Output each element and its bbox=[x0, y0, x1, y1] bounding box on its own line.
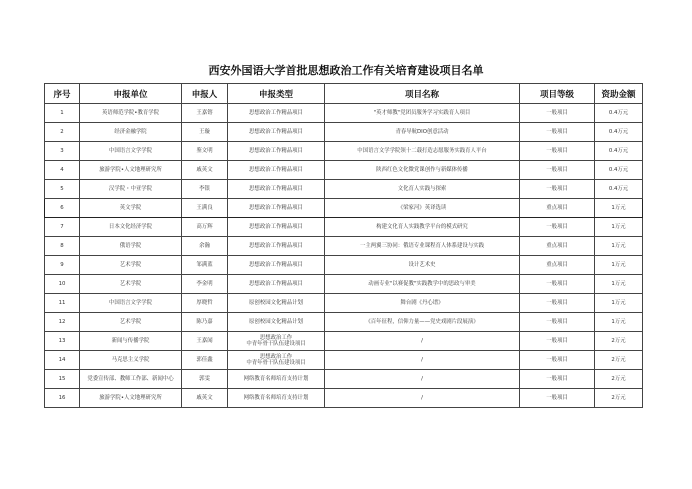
table-row bbox=[45, 161, 643, 180]
cell-no: 12 bbox=[45, 313, 80, 332]
cell-no: 9 bbox=[45, 256, 80, 275]
cell-person: 戚英文 bbox=[182, 389, 228, 408]
header-row bbox=[45, 84, 643, 104]
cell-no: 11 bbox=[45, 294, 80, 313]
cell-name: 陕西红色文化微党课创作与新媒体传播 bbox=[325, 161, 520, 180]
cell-unit: 艺术学院 bbox=[80, 275, 182, 294]
cell-type-line: 思想政治工作精品项目 bbox=[249, 185, 303, 192]
cell-no: 1 bbox=[45, 104, 80, 123]
cell-unit: 英文学院 bbox=[80, 199, 182, 218]
cell-level: 一般项目 bbox=[520, 161, 595, 180]
cell-level: 一般项目 bbox=[520, 294, 595, 313]
header-type: 申报类型 bbox=[228, 84, 325, 104]
cell-type bbox=[228, 256, 325, 275]
cell-unit: 艺术学院 bbox=[80, 256, 182, 275]
cell-unit: 英语师范学院•教育学院 bbox=[80, 104, 182, 123]
cell-name: 构建文化育人实践教学平台的模式研究 bbox=[325, 218, 520, 237]
cell-type-line: 原创校园文化精品计划 bbox=[249, 318, 303, 325]
cell-person: 陈乃嘉 bbox=[182, 313, 228, 332]
cell-no: 3 bbox=[45, 142, 80, 161]
cell-type-line: 思想政治工作精品项目 bbox=[249, 261, 303, 268]
cell-no: 10 bbox=[45, 275, 80, 294]
table-row bbox=[45, 104, 643, 123]
table-row bbox=[45, 218, 643, 237]
cell-name: / bbox=[325, 370, 520, 389]
table-row bbox=[45, 332, 643, 351]
table-row bbox=[45, 237, 643, 256]
cell-no: 7 bbox=[45, 218, 80, 237]
cell-name: 《百年征程，信仰力量——党史戏剧片段展演》 bbox=[325, 313, 520, 332]
cell-type-line: 思想政治工作精品项目 bbox=[249, 280, 303, 287]
cell-type-line: 思想政治工作 bbox=[259, 334, 293, 341]
cell-unit: 旅游学院•人文地理研究所 bbox=[80, 161, 182, 180]
cell-type-line: 思想政治工作精品项目 bbox=[249, 204, 303, 211]
cell-no: 16 bbox=[45, 389, 80, 408]
cell-amount: 1万元 bbox=[595, 237, 643, 256]
cell-level: 重点项目 bbox=[520, 199, 595, 218]
cell-name: / bbox=[325, 332, 520, 351]
cell-name: / bbox=[325, 389, 520, 408]
cell-level: 一般项目 bbox=[520, 351, 595, 370]
cell-name: 《梁家河》英译选读 bbox=[325, 199, 520, 218]
table-row bbox=[45, 123, 643, 142]
cell-no: 15 bbox=[45, 370, 80, 389]
cell-person: 郭佳鑫 bbox=[182, 351, 228, 370]
document-title: 西安外国语大学首批思想政治工作有关培育建设项目名单 bbox=[208, 64, 484, 77]
cell-person: 戚英文 bbox=[182, 161, 228, 180]
cell-type-line: 中青年骨干队伍建设项目 bbox=[246, 341, 306, 347]
cell-level: 重点项目 bbox=[520, 256, 595, 275]
table-row bbox=[45, 180, 643, 199]
table-row bbox=[45, 275, 643, 294]
cell-amount: 0.4万元 bbox=[595, 180, 643, 199]
table-row bbox=[45, 199, 643, 218]
header-level: 项目等级 bbox=[520, 84, 595, 104]
table-body bbox=[45, 104, 643, 408]
cell-person: 王满良 bbox=[182, 199, 228, 218]
cell-unit: 俄语学院 bbox=[80, 237, 182, 256]
cell-level: 一般项目 bbox=[520, 275, 595, 294]
table-row bbox=[45, 256, 643, 275]
cell-level: 一般项目 bbox=[520, 123, 595, 142]
cell-person: 厚晓哲 bbox=[182, 294, 228, 313]
header-no: 序号 bbox=[45, 84, 80, 104]
cell-type bbox=[228, 161, 325, 180]
header-person: 申报人 bbox=[182, 84, 228, 104]
cell-person: 王嘉闻 bbox=[182, 332, 228, 351]
cell-amount: 0.4万元 bbox=[595, 161, 643, 180]
table-row bbox=[45, 370, 643, 389]
cell-unit: 汉学院・中亚学院 bbox=[80, 180, 182, 199]
cell-amount: 1万元 bbox=[595, 313, 643, 332]
cell-type bbox=[228, 370, 325, 389]
cell-type-line: 思想政治工作 bbox=[259, 353, 293, 360]
cell-person: 鉴文明 bbox=[182, 142, 228, 161]
cell-type-line: 思想政治工作精品项目 bbox=[249, 166, 303, 173]
cell-unit: 旅游学院•人文地理研究所 bbox=[80, 389, 182, 408]
cell-person: 高万辉 bbox=[182, 218, 228, 237]
table-row bbox=[45, 294, 643, 313]
cell-person: 李银 bbox=[182, 180, 228, 199]
cell-type-line: 思想政治工作精品项目 bbox=[249, 242, 303, 249]
cell-type-line: 思想政治工作精品项目 bbox=[249, 128, 303, 135]
cell-unit: 日本文化经济学院 bbox=[80, 218, 182, 237]
table-row bbox=[45, 351, 643, 370]
table-row bbox=[45, 142, 643, 161]
cell-amount: 0.4万元 bbox=[595, 142, 643, 161]
cell-unit: 马克思主义学院 bbox=[80, 351, 182, 370]
cell-type bbox=[228, 313, 325, 332]
cell-amount: 0.4万元 bbox=[595, 123, 643, 142]
cell-amount: 2万元 bbox=[595, 370, 643, 389]
cell-type bbox=[228, 332, 325, 351]
cell-person: 王嘉镕 bbox=[182, 104, 228, 123]
cell-unit: 中国语言文学学院 bbox=[80, 294, 182, 313]
cell-level: 一般项目 bbox=[520, 180, 595, 199]
cell-name: / bbox=[325, 351, 520, 370]
cell-amount: 1万元 bbox=[595, 294, 643, 313]
cell-unit: 艺术学院 bbox=[80, 313, 182, 332]
cell-no: 13 bbox=[45, 332, 80, 351]
header-unit: 申报单位 bbox=[80, 84, 182, 104]
cell-no: 6 bbox=[45, 199, 80, 218]
cell-type bbox=[228, 294, 325, 313]
cell-amount: 1万元 bbox=[595, 256, 643, 275]
cell-amount: 1万元 bbox=[595, 218, 643, 237]
cell-person: 李金明 bbox=[182, 275, 228, 294]
table-row bbox=[45, 313, 643, 332]
cell-person: 邹满蓝 bbox=[182, 256, 228, 275]
project-table bbox=[44, 83, 643, 408]
cell-level: 一般项目 bbox=[520, 370, 595, 389]
cell-name: "英才师教"党团员服务学习实践育人项目 bbox=[325, 104, 520, 123]
cell-name: 文化育人实践与探索 bbox=[325, 180, 520, 199]
cell-level: 一般项目 bbox=[520, 389, 595, 408]
cell-type-line: 中青年骨干队伍建设项目 bbox=[246, 360, 306, 366]
cell-level: 一般项目 bbox=[520, 104, 595, 123]
table-row bbox=[45, 389, 643, 408]
cell-unit: 中国语言文学学院 bbox=[80, 142, 182, 161]
cell-name: 一主两翼三协同：俄语专业课程育人体系建设与实践 bbox=[325, 237, 520, 256]
cell-type bbox=[228, 275, 325, 294]
cell-amount: 2万元 bbox=[595, 332, 643, 351]
cell-unit: 新闻与传播学院 bbox=[80, 332, 182, 351]
cell-no: 5 bbox=[45, 180, 80, 199]
cell-type bbox=[228, 351, 325, 370]
cell-type bbox=[228, 104, 325, 123]
cell-amount: 0.4万元 bbox=[595, 104, 643, 123]
cell-type-line: 思想政治工作精品项目 bbox=[249, 223, 303, 230]
cell-no: 8 bbox=[45, 237, 80, 256]
cell-type bbox=[228, 142, 325, 161]
cell-amount: 2万元 bbox=[595, 389, 643, 408]
cell-unit: 党委宣传部、教师工作部、新闻中心 bbox=[80, 370, 182, 389]
cell-type bbox=[228, 180, 325, 199]
cell-amount: 1万元 bbox=[595, 275, 643, 294]
cell-unit: 经济金融学院 bbox=[80, 123, 182, 142]
cell-type bbox=[228, 123, 325, 142]
cell-level: 一般项目 bbox=[520, 218, 595, 237]
cell-level: 重点项目 bbox=[520, 237, 595, 256]
cell-amount: 1万元 bbox=[595, 199, 643, 218]
cell-level: 一般项目 bbox=[520, 332, 595, 351]
cell-name: 设计艺术史 bbox=[325, 256, 520, 275]
cell-no: 14 bbox=[45, 351, 80, 370]
cell-type bbox=[228, 237, 325, 256]
cell-person: 余瀚 bbox=[182, 237, 228, 256]
cell-no: 4 bbox=[45, 161, 80, 180]
cell-type-line: 思想政治工作精品项目 bbox=[249, 147, 303, 154]
cell-person: 王璇 bbox=[182, 123, 228, 142]
cell-level: 一般项目 bbox=[520, 142, 595, 161]
cell-no: 2 bbox=[45, 123, 80, 142]
cell-type-line: 网络教育名师培育支持计划 bbox=[243, 375, 309, 382]
cell-type-line: 网络教育名师培育支持计划 bbox=[243, 394, 309, 401]
cell-type-line: 原创校园文化精品计划 bbox=[249, 299, 303, 306]
cell-type-line: 思想政治工作精品项目 bbox=[249, 109, 303, 116]
cell-name: 动画专业"以赛促教"实践教学中的思政与审美 bbox=[325, 275, 520, 294]
cell-amount: 2万元 bbox=[595, 351, 643, 370]
cell-type bbox=[228, 389, 325, 408]
cell-name: 中国语言文学学院领十二载打造志愿服务实践育人平台 bbox=[325, 142, 520, 161]
header-amount: 资助金额 bbox=[595, 84, 643, 104]
cell-level: 一般项目 bbox=[520, 313, 595, 332]
header-name: 项目名称 bbox=[325, 84, 520, 104]
cell-person: 郭雯 bbox=[182, 370, 228, 389]
cell-name: 青春导航DIO创意活动 bbox=[325, 123, 520, 142]
cell-name: 舞台剧《丹心谱》 bbox=[325, 294, 520, 313]
cell-type bbox=[228, 199, 325, 218]
cell-type bbox=[228, 218, 325, 237]
